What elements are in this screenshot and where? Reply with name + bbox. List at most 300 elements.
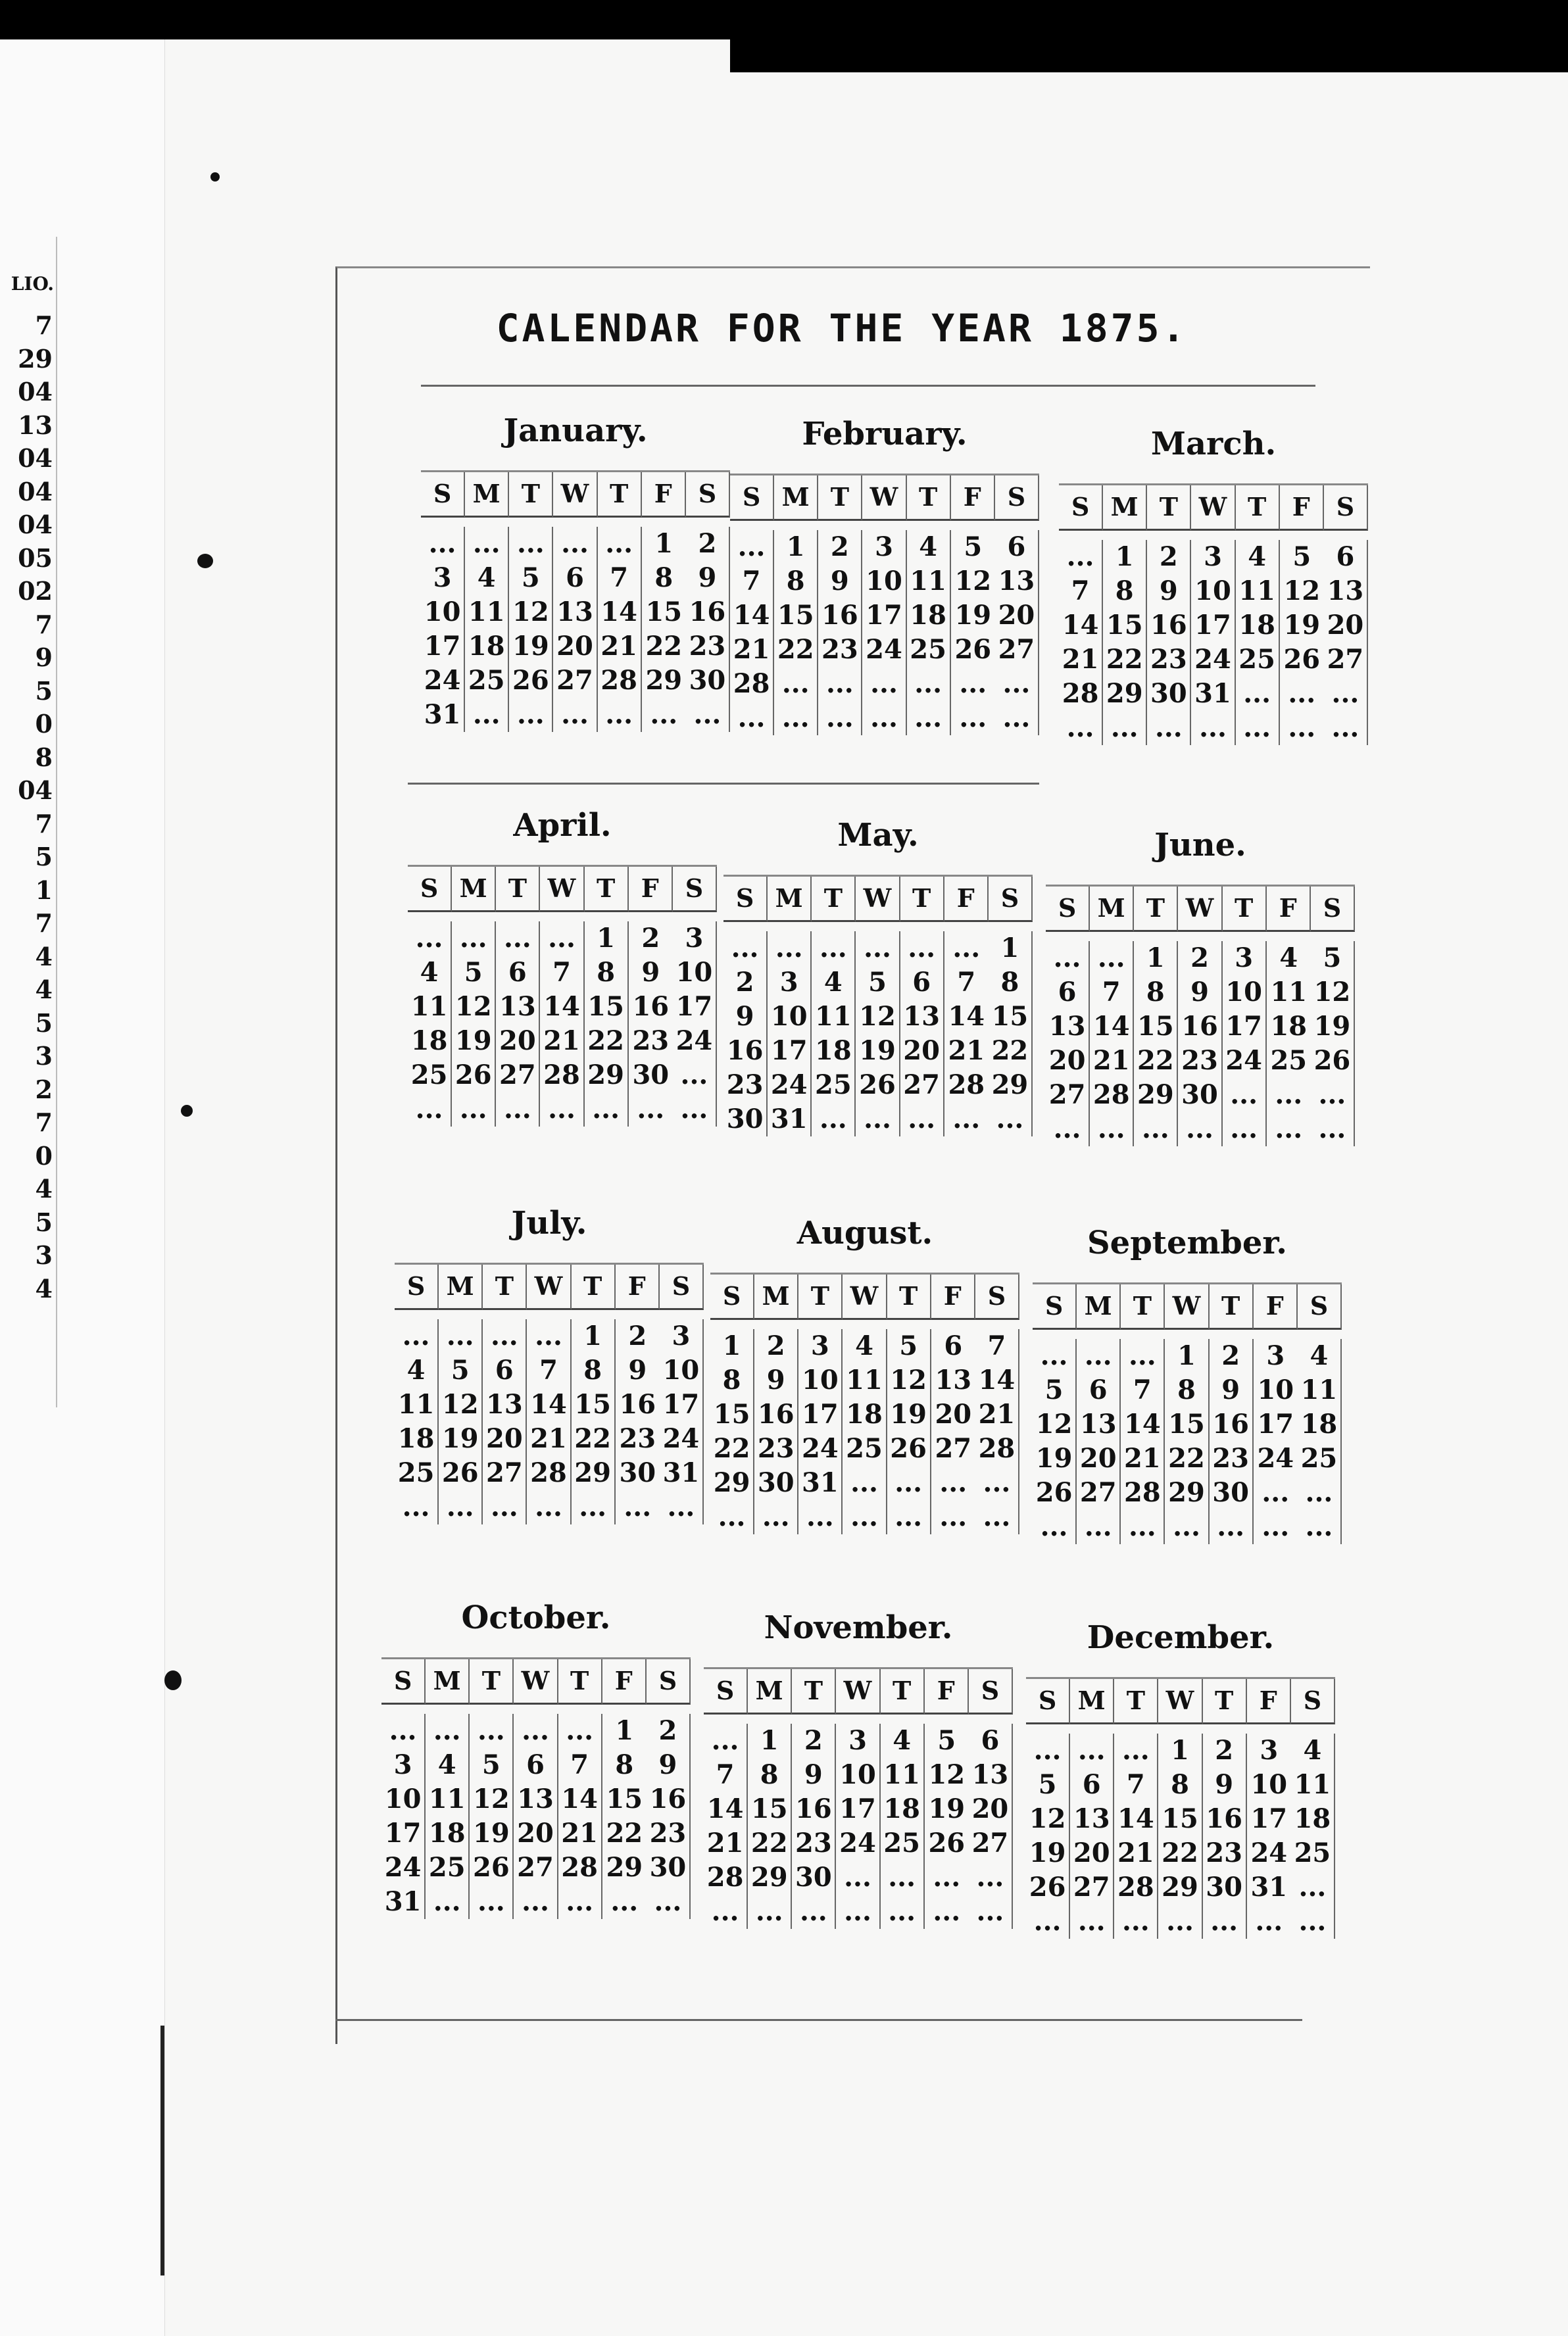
- day-cell: 27: [969, 1826, 1013, 1861]
- month-day-grid: [710, 1273, 1019, 1534]
- day-cell: 8: [748, 1758, 792, 1792]
- day-cell: 18: [426, 1816, 470, 1851]
- header-spacer: [1059, 531, 1368, 540]
- month-day-grid: [1026, 1677, 1335, 1939]
- month-block: [1026, 1618, 1335, 1939]
- day-cell: ...: [933, 1896, 961, 1927]
- day-cell: 15: [710, 1398, 754, 1432]
- day-cell: ...: [514, 1714, 558, 1748]
- facing-page-number: 05: [18, 543, 53, 573]
- day-cell: 14: [1114, 1802, 1158, 1836]
- day-cell: 9: [1178, 975, 1222, 1010]
- facing-page-number: 7: [35, 908, 53, 938]
- weekday-header: S: [730, 475, 774, 521]
- day-cell: ...: [710, 1500, 754, 1534]
- weekday-header: F: [944, 877, 989, 922]
- month-name: March.: [1150, 426, 1277, 462]
- day-cell: 4: [465, 561, 509, 595]
- day-cell: 28: [598, 664, 642, 698]
- day-cell: ...: [1121, 1339, 1165, 1373]
- weekday-header: T: [792, 1669, 836, 1715]
- day-cell: 8: [1165, 1373, 1209, 1407]
- month-name: November.: [764, 1609, 953, 1646]
- day-cell: 27: [483, 1456, 527, 1490]
- day-cell: 28: [1090, 1078, 1134, 1112]
- day-cell: 28: [730, 667, 774, 701]
- day-cell: 30: [632, 1059, 670, 1090]
- day-cell: ...: [959, 702, 987, 733]
- day-cell: 26: [928, 1828, 966, 1859]
- day-cell: 15: [1134, 1010, 1178, 1044]
- day-cell: ...: [887, 1466, 931, 1500]
- month-name: June.: [1154, 827, 1246, 864]
- day-cell: 13: [553, 595, 597, 629]
- day-cell: 20: [496, 1024, 540, 1058]
- day-cell: ...: [812, 931, 856, 965]
- day-cell: 25: [395, 1456, 439, 1490]
- day-cell: 6: [483, 1353, 527, 1388]
- day-cell: ...: [540, 921, 584, 956]
- day-cell: 4: [843, 1329, 887, 1363]
- header-spacer: [730, 521, 1039, 530]
- day-cell: 1: [989, 931, 1033, 965]
- day-cell: 18: [843, 1398, 887, 1432]
- day-cell: ...: [723, 931, 768, 965]
- day-cell: 28: [527, 1456, 571, 1490]
- day-cell: 7: [558, 1748, 602, 1782]
- day-cell: 9: [647, 1748, 691, 1782]
- day-cell: 11: [812, 1000, 856, 1034]
- day-cell: ...: [408, 921, 452, 956]
- weekday-header: W: [843, 1275, 887, 1320]
- day-cell: 9: [818, 564, 862, 598]
- day-cell: 26: [1026, 1870, 1070, 1905]
- day-cell: 9: [1147, 574, 1191, 608]
- day-cell: 12: [452, 990, 496, 1024]
- day-cell: 13: [1324, 574, 1368, 608]
- day-cell: 10: [1191, 574, 1235, 608]
- day-cell: 14: [1090, 1010, 1134, 1044]
- day-cell: 19: [1033, 1442, 1077, 1476]
- day-cell: 15: [645, 596, 683, 627]
- day-cell: 4: [907, 530, 951, 564]
- day-cell: ...: [1134, 1112, 1178, 1146]
- day-cell: ...: [900, 1102, 944, 1136]
- day-cell: 19: [1311, 1010, 1355, 1044]
- day-cell: 6: [900, 965, 944, 1000]
- day-cell: 29: [1103, 677, 1147, 711]
- day-cell: ...: [975, 1466, 1019, 1500]
- day-cell: 20: [514, 1816, 558, 1851]
- month-block: [421, 411, 730, 732]
- day-cell: 25: [1291, 1836, 1335, 1870]
- day-cell: ...: [660, 1490, 704, 1524]
- day-cell: 6: [553, 561, 597, 595]
- day-cell: 29: [606, 1852, 643, 1883]
- day-cell: 13: [1077, 1407, 1121, 1442]
- day-cell: 5: [937, 1725, 956, 1756]
- day-cell: ...: [768, 931, 812, 965]
- day-cell: 14: [558, 1782, 602, 1816]
- weekday-header: S: [686, 472, 730, 518]
- day-cell: 3: [798, 1329, 843, 1363]
- day-cell: 3: [421, 561, 465, 595]
- day-cell: ...: [408, 1092, 452, 1127]
- day-cell: 10: [836, 1758, 880, 1792]
- day-cell: ...: [969, 1895, 1013, 1929]
- month-block: [1046, 825, 1355, 1146]
- facing-page-number: 4: [35, 975, 53, 1004]
- day-cell: 8: [1158, 1768, 1202, 1802]
- day-cell: ...: [1298, 1476, 1342, 1510]
- day-cell: 19: [470, 1816, 514, 1851]
- day-cell: 6: [969, 1724, 1013, 1758]
- day-cell: 19: [856, 1034, 900, 1068]
- day-cell: 14: [540, 990, 584, 1024]
- day-cell: 13: [483, 1388, 527, 1422]
- day-cell: 26: [439, 1456, 483, 1490]
- day-cell: 2: [1210, 1339, 1254, 1373]
- day-cell: 20: [1046, 1044, 1090, 1078]
- month-block: [710, 1213, 1019, 1534]
- day-cell: ...: [1223, 1078, 1267, 1112]
- day-cell: ...: [900, 931, 944, 965]
- day-cell: 9: [641, 957, 660, 988]
- day-cell: ...: [1236, 677, 1280, 711]
- day-cell: 27: [995, 633, 1039, 667]
- facing-page-number: 5: [35, 675, 53, 706]
- day-cell: 27: [900, 1068, 944, 1102]
- day-cell: 24: [798, 1432, 843, 1466]
- day-cell: ...: [540, 1092, 584, 1127]
- month-day-grid: [1033, 1282, 1342, 1544]
- day-cell: ...: [452, 921, 496, 956]
- day-cell: ...: [754, 1500, 798, 1534]
- day-cell: 14: [704, 1792, 748, 1826]
- day-cell: ...: [887, 1500, 931, 1534]
- day-cell: 30: [723, 1102, 768, 1136]
- day-cell: ...: [704, 1724, 748, 1758]
- month-name: April.: [513, 807, 612, 844]
- day-cell: 1: [572, 1319, 616, 1353]
- day-cell: ...: [421, 527, 465, 561]
- weekday-header: S: [1291, 1679, 1335, 1724]
- day-cell: 20: [483, 1422, 527, 1456]
- day-cell: 22: [1134, 1044, 1178, 1078]
- day-cell: 3: [1191, 540, 1235, 574]
- day-cell: 8: [585, 956, 629, 990]
- facing-page-number: 0: [35, 709, 53, 739]
- header-spacer: [704, 1715, 1013, 1724]
- facing-page-number: 3: [35, 1240, 53, 1270]
- day-cell: 21: [1059, 643, 1103, 677]
- weekday-header: M: [774, 475, 818, 521]
- month-day-grid: [1059, 483, 1368, 745]
- day-cell: 8: [615, 1749, 634, 1780]
- day-cell: ...: [1046, 1112, 1090, 1146]
- day-cell: 10: [381, 1782, 426, 1816]
- weekday-header: T: [1203, 1679, 1247, 1724]
- day-cell: ...: [704, 1895, 748, 1929]
- day-cell: 3: [381, 1748, 426, 1782]
- day-cell: ...: [1090, 1112, 1134, 1146]
- weekday-header: S: [710, 1275, 754, 1320]
- day-cell: 29: [645, 665, 683, 696]
- day-cell: 24: [673, 1024, 717, 1058]
- day-cell: 3: [1223, 941, 1267, 975]
- day-cell: 8: [654, 562, 674, 593]
- day-cell: ...: [610, 1886, 639, 1917]
- day-cell: ...: [774, 701, 818, 735]
- day-cell: 27: [553, 664, 597, 698]
- day-cell: 22: [710, 1432, 754, 1466]
- day-cell: 17: [1250, 1803, 1288, 1834]
- day-cell: 21: [1121, 1442, 1165, 1476]
- day-cell: 27: [496, 1058, 540, 1092]
- day-cell: 13: [496, 990, 540, 1024]
- day-cell: 30: [1203, 1870, 1247, 1905]
- weekday-header: F: [616, 1265, 660, 1310]
- day-cell: ...: [1114, 1905, 1158, 1939]
- weekday-header: M: [426, 1659, 470, 1705]
- day-cell: ...: [881, 1861, 925, 1895]
- day-cell: ...: [798, 1500, 843, 1534]
- month-day-grid: [395, 1263, 704, 1524]
- weekday-header: M: [748, 1669, 792, 1715]
- weekday-header: F: [1280, 485, 1324, 531]
- day-cell: 17: [1223, 1010, 1267, 1044]
- day-cell: ...: [969, 1861, 1013, 1895]
- day-cell: 4: [881, 1724, 925, 1758]
- day-cell: ...: [585, 1092, 629, 1127]
- day-cell: 6: [1070, 1768, 1114, 1802]
- facing-page-number: 04: [18, 377, 53, 406]
- weekday-header: W: [1158, 1679, 1202, 1724]
- day-cell: 7: [730, 564, 774, 598]
- day-cell: 21: [540, 1024, 584, 1058]
- day-cell: 23: [686, 629, 730, 664]
- day-cell: 13: [900, 1000, 944, 1034]
- facing-page-number: 04: [18, 510, 53, 539]
- day-cell: 25: [843, 1432, 887, 1466]
- day-cell: 5: [1026, 1768, 1070, 1802]
- day-cell: 20: [1324, 608, 1368, 643]
- weekday-header: S: [381, 1659, 426, 1705]
- header-spacer: [421, 518, 730, 527]
- weekday-header: T: [798, 1275, 843, 1320]
- day-cell: ...: [395, 1490, 439, 1524]
- day-cell: 25: [1298, 1442, 1342, 1476]
- day-cell: ...: [1291, 1870, 1335, 1905]
- day-cell: 1: [774, 530, 818, 564]
- day-cell: ...: [836, 1861, 880, 1895]
- facing-page-number: 4: [35, 941, 53, 971]
- month-day-grid: [704, 1667, 1013, 1929]
- ink-spot: [164, 1670, 182, 1690]
- day-cell: 6: [1324, 540, 1368, 574]
- title-rule: [421, 385, 1315, 387]
- day-cell: 6: [496, 956, 540, 990]
- facing-page-number: 7: [35, 310, 53, 340]
- day-cell: 3: [1260, 1735, 1279, 1766]
- day-cell: 22: [606, 1818, 643, 1849]
- day-cell: 12: [1311, 975, 1355, 1010]
- day-cell: 31: [798, 1466, 843, 1500]
- ink-spot: [181, 1105, 193, 1117]
- day-cell: 20: [995, 598, 1039, 633]
- day-cell: 13: [1070, 1802, 1114, 1836]
- day-cell: 1: [1158, 1734, 1202, 1768]
- weekday-header: T: [881, 1669, 925, 1715]
- day-cell: 16: [723, 1034, 768, 1068]
- day-cell: 29: [585, 1058, 629, 1092]
- day-cell: 14: [1121, 1407, 1165, 1442]
- day-cell: 22: [1158, 1836, 1202, 1870]
- weekday-header: T: [887, 1275, 931, 1320]
- day-cell: 15: [748, 1792, 792, 1826]
- day-cell: 11: [1270, 977, 1308, 1008]
- day-cell: 9: [1210, 1373, 1254, 1407]
- facing-page-number: 0: [35, 1140, 53, 1171]
- day-cell: ...: [1077, 1510, 1121, 1544]
- day-cell: 21: [598, 629, 642, 664]
- month-block: [1059, 424, 1368, 745]
- day-cell: 12: [439, 1388, 483, 1422]
- day-cell: 15: [989, 1000, 1033, 1034]
- day-cell: 27: [935, 1433, 972, 1464]
- day-cell: 1: [1134, 941, 1178, 975]
- day-cell: 8: [710, 1363, 754, 1398]
- weekday-header: W: [862, 475, 906, 521]
- day-cell: 14: [1059, 608, 1103, 643]
- month-block: [381, 1598, 691, 1919]
- day-cell: ...: [995, 667, 1039, 701]
- day-cell: 26: [856, 1068, 900, 1102]
- day-cell: 21: [975, 1398, 1019, 1432]
- day-cell: 24: [862, 633, 906, 667]
- day-cell: ...: [1070, 1905, 1114, 1939]
- day-cell: ...: [1255, 1906, 1283, 1937]
- day-cell: 25: [465, 664, 509, 698]
- day-cell: ...: [1114, 1734, 1158, 1768]
- day-cell: ...: [598, 527, 642, 561]
- day-cell: 23: [723, 1068, 768, 1102]
- day-cell: 15: [572, 1388, 616, 1422]
- day-cell: 22: [1103, 643, 1147, 677]
- day-cell: 16: [818, 598, 862, 633]
- day-cell: 12: [887, 1363, 931, 1398]
- day-cell: 28: [975, 1432, 1019, 1466]
- day-cell: 30: [686, 664, 730, 698]
- day-cell: 2: [1178, 941, 1222, 975]
- day-cell: ...: [1298, 1510, 1342, 1544]
- day-cell: 27: [1077, 1476, 1121, 1510]
- weekday-header: T: [812, 877, 856, 922]
- weekday-header: M: [1077, 1284, 1121, 1330]
- day-cell: 19: [928, 1793, 966, 1824]
- month-name: August.: [796, 1215, 933, 1252]
- day-cell: 24: [768, 1068, 812, 1102]
- day-cell: ...: [527, 1319, 571, 1353]
- month-name: May.: [837, 817, 919, 854]
- day-cell: 16: [1210, 1407, 1254, 1442]
- weekday-header: M: [1090, 887, 1134, 932]
- day-cell: ...: [452, 1092, 496, 1127]
- month-block: [408, 806, 717, 1127]
- day-cell: 16: [686, 595, 730, 629]
- day-cell: ...: [1191, 711, 1235, 745]
- day-cell: ...: [1033, 1339, 1077, 1373]
- day-cell: 14: [948, 1001, 985, 1032]
- day-cell: ...: [624, 1492, 652, 1522]
- day-cell: 13: [514, 1782, 558, 1816]
- day-cell: ...: [995, 701, 1039, 735]
- day-cell: ...: [381, 1714, 426, 1748]
- day-cell: ...: [558, 1714, 602, 1748]
- month-block: [730, 414, 1039, 735]
- day-cell: 23: [754, 1432, 798, 1466]
- day-cell: 5: [1311, 941, 1355, 975]
- day-cell: ...: [1026, 1905, 1070, 1939]
- day-cell: 14: [527, 1388, 571, 1422]
- day-cell: 29: [748, 1861, 792, 1895]
- day-cell: 12: [954, 566, 992, 596]
- day-cell: ...: [862, 701, 906, 735]
- weekday-header: F: [925, 1669, 969, 1715]
- day-cell: 21: [1114, 1836, 1158, 1870]
- facing-page-number: 7: [35, 609, 53, 639]
- day-cell: 16: [632, 991, 670, 1022]
- day-cell: 30: [647, 1851, 691, 1885]
- day-cell: 27: [514, 1851, 558, 1885]
- day-cell: 28: [540, 1058, 584, 1092]
- day-cell: 25: [881, 1826, 925, 1861]
- day-cell: ...: [1311, 1078, 1355, 1112]
- day-cell: 18: [408, 1024, 452, 1058]
- day-cell: 30: [754, 1466, 798, 1500]
- day-cell: 1: [585, 921, 629, 956]
- facing-page-number: 7: [35, 1107, 53, 1137]
- day-cell: ...: [673, 1092, 717, 1127]
- day-cell: 23: [818, 633, 862, 667]
- month-block: [723, 815, 1033, 1136]
- day-cell: 7: [1114, 1768, 1158, 1802]
- day-cell: 8: [989, 965, 1033, 1000]
- day-cell: 21: [948, 1035, 985, 1066]
- day-cell: 12: [856, 1000, 900, 1034]
- day-cell: 4: [812, 965, 856, 1000]
- day-cell: 24: [836, 1826, 880, 1861]
- day-cell: 16: [1178, 1010, 1222, 1044]
- weekday-header: W: [836, 1669, 880, 1715]
- weekday-header: S: [673, 867, 717, 912]
- day-cell: 21: [730, 633, 774, 667]
- day-cell: ...: [483, 1319, 527, 1353]
- day-cell: 29: [1165, 1476, 1209, 1510]
- weekday-header: M: [452, 867, 496, 912]
- facing-page-number: 3: [35, 1041, 53, 1071]
- day-cell: 18: [1270, 1011, 1308, 1042]
- day-cell: 7: [975, 1329, 1019, 1363]
- day-cell: 27: [1324, 643, 1368, 677]
- day-cell: 9: [686, 561, 730, 595]
- day-cell: ...: [907, 701, 951, 735]
- weekday-header: S: [1033, 1284, 1077, 1330]
- day-cell: 12: [470, 1782, 514, 1816]
- day-cell: 30: [792, 1861, 836, 1895]
- month-name: January.: [503, 412, 648, 449]
- day-cell: 2: [754, 1329, 798, 1363]
